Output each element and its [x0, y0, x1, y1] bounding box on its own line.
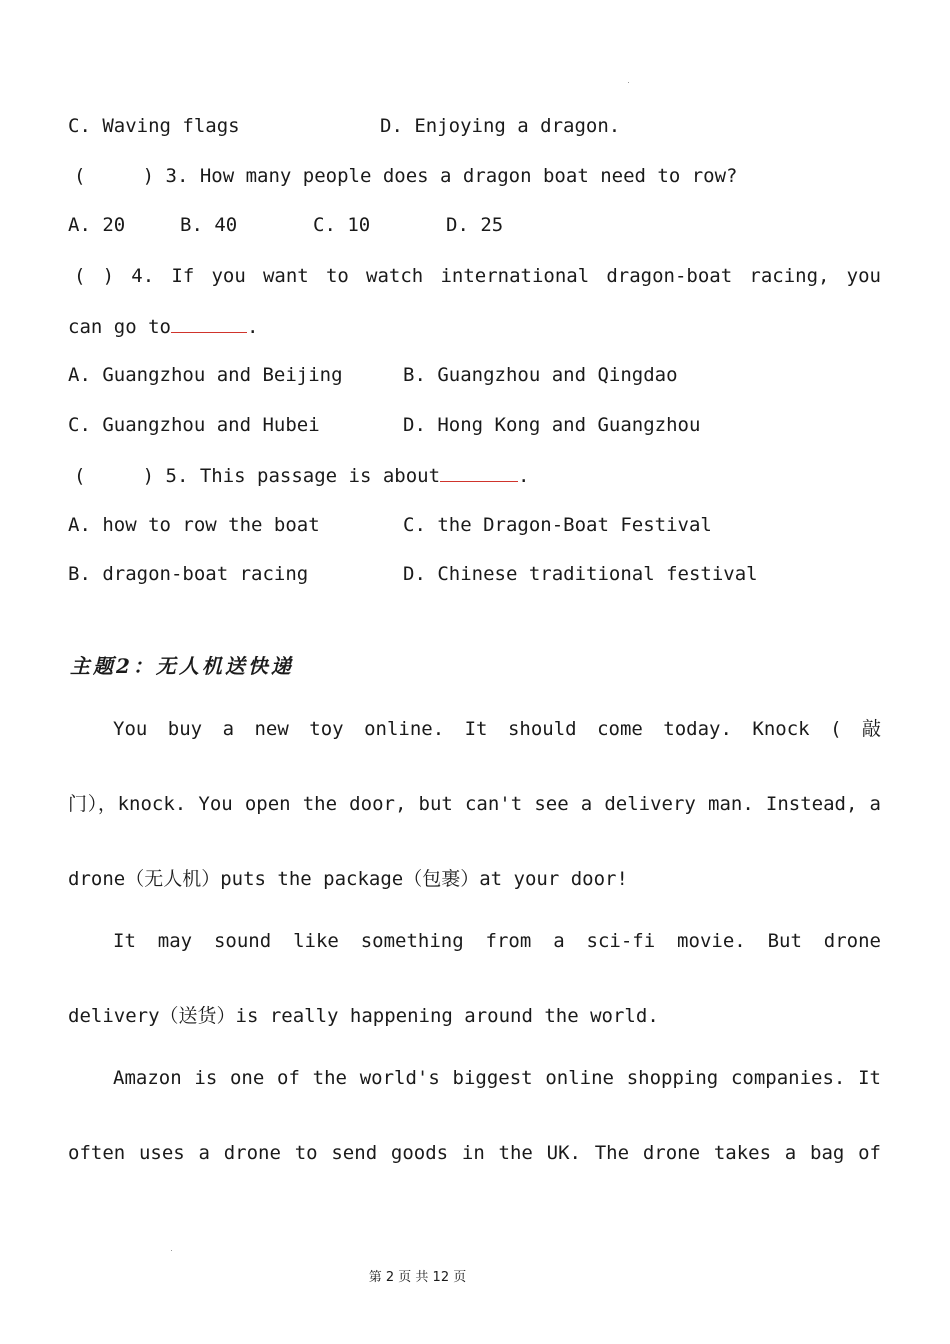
q5-option-d: D. Chinese traditional festival	[403, 563, 758, 585]
q4-question-text: can go to	[68, 316, 171, 338]
q3-option-a: A. 20	[68, 214, 126, 236]
paragraph1-line1: You buy a new toy online. It should come today. Knock ( 敲	[113, 718, 881, 740]
q4-option-c: C. Guangzhou and Hubei	[68, 414, 320, 436]
q4-question-line1: ( ) 4. If you want to watch international dragon-boat racing, you	[74, 265, 881, 287]
q2-option-c: C. Waving flags	[68, 115, 240, 137]
q5-option-a: A. how to row the boat	[68, 514, 320, 536]
q3-option-d: D. 25	[446, 214, 504, 236]
paragraph2-line1: It may sound like something from a sci-fi movie. But drone	[113, 930, 881, 952]
q2-option-d: D. Enjoying a dragon.	[380, 115, 621, 137]
q3-option-b: B. 40	[180, 214, 238, 236]
answer-blank	[171, 314, 247, 333]
paragraph2-line2: delivery（送货）is really happening around the world.	[68, 1005, 659, 1027]
paragraph3-line1: Amazon is one of the world's biggest online shopping companies. It	[113, 1067, 881, 1089]
paragraph1-line3: drone（无人机）puts the package（包裹）at your door!	[68, 868, 628, 890]
paragraph3-line2: often uses a drone to send goods in the UK. The drone takes a bag of	[68, 1142, 881, 1164]
q3-option-c: C. 10	[313, 214, 371, 236]
q3-question: ( ) 3. How many people does a dragon boat need to row?	[74, 165, 738, 187]
q4-option-a: A. Guangzhou and Beijing	[68, 364, 343, 386]
q5-option-c: C. the Dragon-Boat Festival	[403, 514, 712, 536]
q5-question-end: .	[518, 465, 530, 487]
section-heading: 主题2：无人机送快递	[70, 654, 294, 678]
q5-question-text: ( ) 5. This passage is about	[74, 465, 441, 487]
answer-blank	[440, 463, 518, 482]
q4-question-line2	[68, 314, 258, 339]
q4-option-d: D. Hong Kong and Guangzhou	[403, 414, 701, 436]
scan-speck	[171, 1250, 172, 1251]
q4-option-b: B. Guangzhou and Qingdao	[403, 364, 678, 386]
scan-speck	[628, 82, 629, 83]
page-footer: 第 2 页 共 12 页	[368, 1270, 467, 1285]
paragraph1-line2: 门），knock. You open the door, but can't see a delivery man. Instead, a	[68, 793, 881, 815]
q4-question-end: .	[246, 316, 259, 338]
q5-question	[74, 463, 530, 488]
q5-option-b: B. dragon-boat racing	[68, 563, 309, 585]
